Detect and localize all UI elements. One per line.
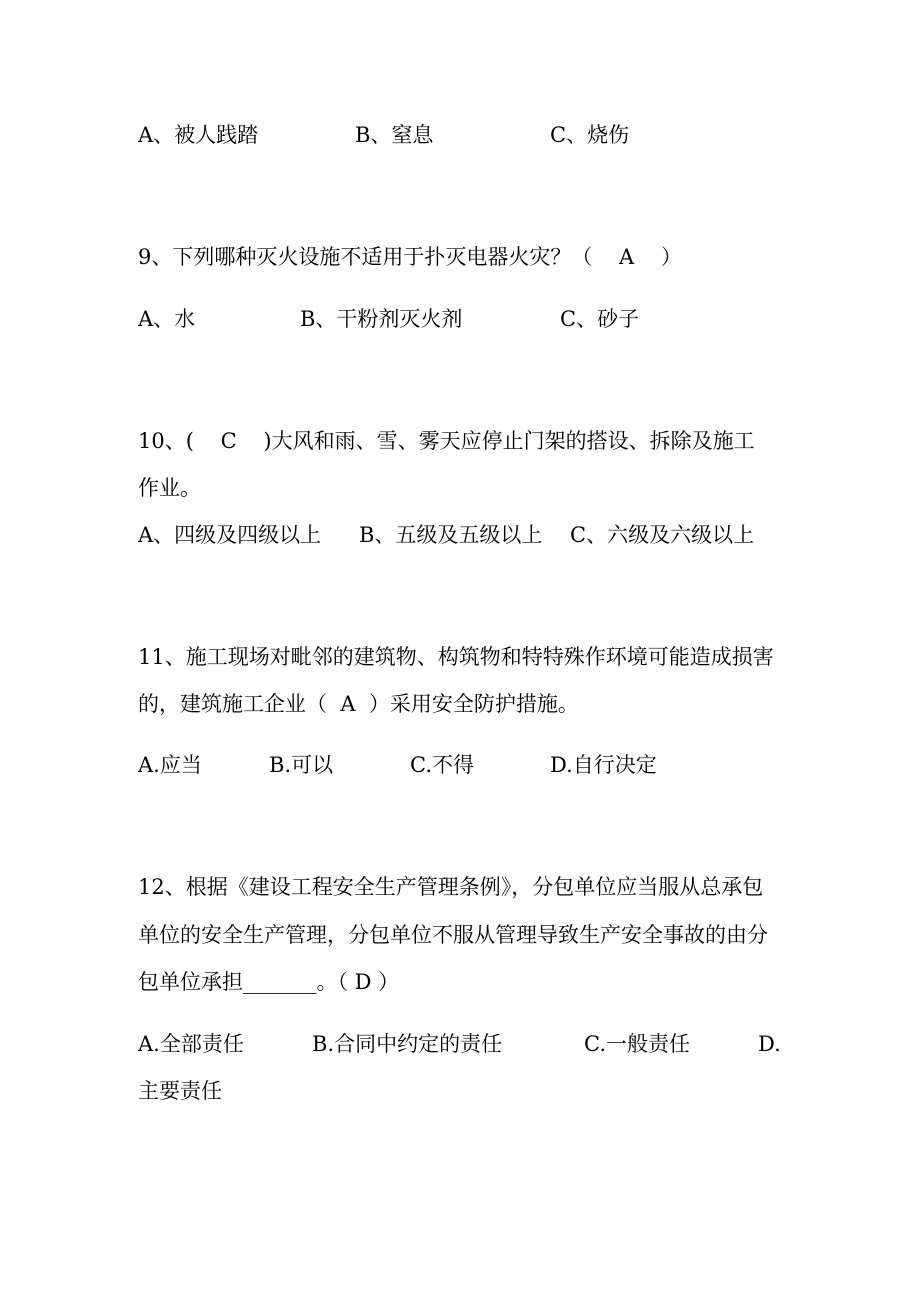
q12-option-c: C.一般责任 [584, 1032, 690, 1056]
q9-option-a: A、水 [138, 307, 196, 331]
q12-option-d-continued: 主要责任 [138, 1079, 222, 1103]
q10-option-b: B、五级及五级以上 [359, 523, 543, 547]
q10-option-a: A、四级及四级以上 [138, 523, 322, 547]
q8-option-b: B、窒息 [355, 123, 434, 147]
q8-options [138, 120, 630, 150]
q11-stem-line2: 的，建筑施工企业（ A ）采用安全防护措施。 [138, 692, 579, 716]
q10-stem-line2: 作业。 [138, 476, 201, 500]
q10-options [138, 520, 755, 550]
q11-option-c: C.不得 [410, 753, 474, 777]
q12-option-d: D. [758, 1032, 781, 1056]
q11-option-b: B.可以 [269, 753, 334, 777]
q11-option-d: D.自行决定 [550, 753, 657, 777]
q9-option-c: C、砂子 [560, 307, 640, 331]
q11-stem-line1: 11、施工现场对毗邻的建筑物、构筑物和特特殊作环境可能造成损害 [138, 645, 774, 669]
q12-option-a: A.全部责任 [138, 1032, 244, 1056]
q12-options [138, 1029, 781, 1059]
q12-stem-line1: 12、根据《建设工程安全生产管理条例》，分包单位应当服从总承包 [138, 875, 764, 899]
q10-stem-line1: 10、( C )大风和雨、雪、雾天应停止门架的搭设、拆除及施工 [138, 429, 755, 453]
q12-stem-line3: 包单位承担_______。（ D ） [138, 970, 400, 994]
q10-option-c: C、六级及六级以上 [570, 523, 755, 547]
q12-option-b: B.合同中约定的责任 [312, 1032, 503, 1056]
q9-options [138, 304, 640, 334]
q11-options [138, 750, 657, 780]
q9-option-b: B、干粉剂灭火剂 [300, 307, 463, 331]
q12-stem-line2: 单位的安全生产管理，分包单位不服从管理导致生产安全事故的由分 [138, 923, 768, 947]
q11-option-a: A.应当 [138, 753, 202, 777]
q8-option-a: A、被人践踏 [138, 123, 259, 147]
q8-option-c: C、烧伤 [550, 123, 630, 147]
q9-stem: 9、下列哪种灭火设施不适用于扑灭电器火灾？（ A ） [138, 245, 682, 269]
